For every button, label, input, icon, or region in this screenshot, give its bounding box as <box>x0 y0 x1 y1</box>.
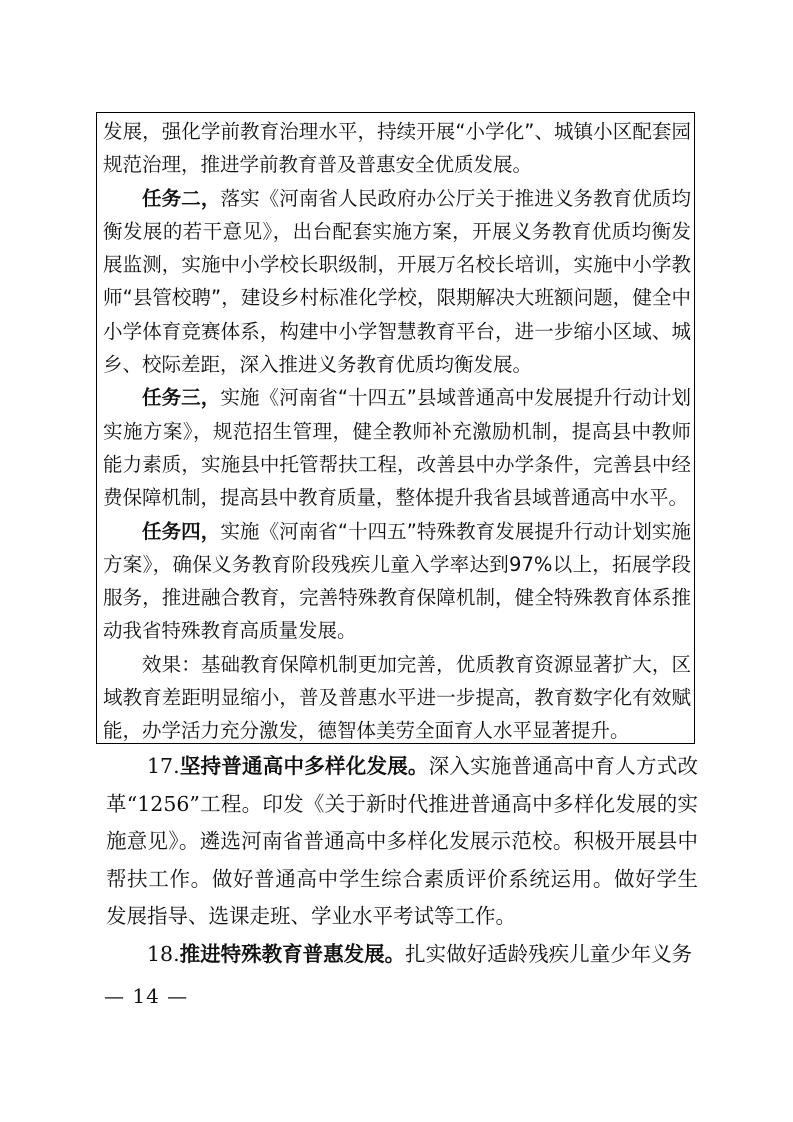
task2-text: 落实《河南省人民政府办公厅关于推进义务教育优质均衡发展的若干意见》，出台配套实施方案，开展义务教育优质均衡发展监测，实施中小学校长职级制，开展万名校长培训，实施中小学教师“县管校聘”，建设乡村标准化学校，限期解决大班额问题，健全中小学体育竞赛体系，构建中小学智慧教育平台，进一步缩小区域、城乡、校际差距，深入推进义务教育优质均衡发展。 <box>103 186 691 377</box>
task3-text: 实施《河南省“十四五”县域普通高中发展提升行动计划实施方案》，规范招生管理，健全教师补充激励机制，提高县中教师能力素质，实施县中托管帮扶工程，改善县中办学条件，完善县中经费保障机制，提高县中教育质量，整体提升我省县域普通高中水平。 <box>103 386 691 510</box>
box-paragraph-task2 <box>103 182 691 382</box>
task-box <box>96 112 695 744</box>
box-paragraph-effect: 效果：基础教育保障机制更加完善，优质教育资源显著扩大，区域教育差距明显缩小，普及普惠水平进一步提高，教育数字化有效赋能，办学活力充分激发，德智体美劳全面育人水平显著提升。 <box>103 652 691 743</box>
box-paragraph-task4 <box>103 515 691 648</box>
box-paragraph-task3 <box>103 381 691 514</box>
task2-lead: 任务二， <box>142 186 221 210</box>
task4-text: 实施《河南省“十四五”特殊教育发展提升行动计划实施方案》，确保义务教育阶段残疾儿童入学率达到97%以上，拓展学段服务，推进融合教育，完善特殊教育保障机制，健全特殊教育体系推动我省特殊教育高质量发展。 <box>103 519 691 643</box>
item17-text: 深入实施普通高中育人方式改革“1256”工程。印发《关于新时代推进普通高中多样化发展的实施意见》。遴选河南省普通高中多样化发展示范校。积极开展县中帮扶工作。做好普通高中学生综合素质评价系统运用。做好学生发展指导、选课走班、学业水平考试等工作。 <box>106 754 698 928</box>
item-18 <box>106 936 698 974</box>
box-paragraph-1: 发展，强化学前教育治理水平，持续开展“小学化”、城镇小区配套园规范治理，推进学前教育普及普惠安全优质发展。 <box>103 120 691 177</box>
task3-lead: 任务三， <box>142 386 221 410</box>
item17-number: 17. <box>147 754 180 778</box>
task4-lead: 任务四， <box>142 519 221 543</box>
item18-lead: 推进特殊教育普惠发展。 <box>179 941 406 966</box>
page-number: — 14 — <box>104 984 189 1008</box>
item18-number: 18. <box>147 941 180 966</box>
item17-lead: 坚持普通高中多样化发展。 <box>179 754 429 778</box>
item18-text: 扎实做好适龄残疾儿童少年义务 <box>405 941 693 966</box>
item-17 <box>106 748 698 936</box>
body-text <box>106 748 698 973</box>
